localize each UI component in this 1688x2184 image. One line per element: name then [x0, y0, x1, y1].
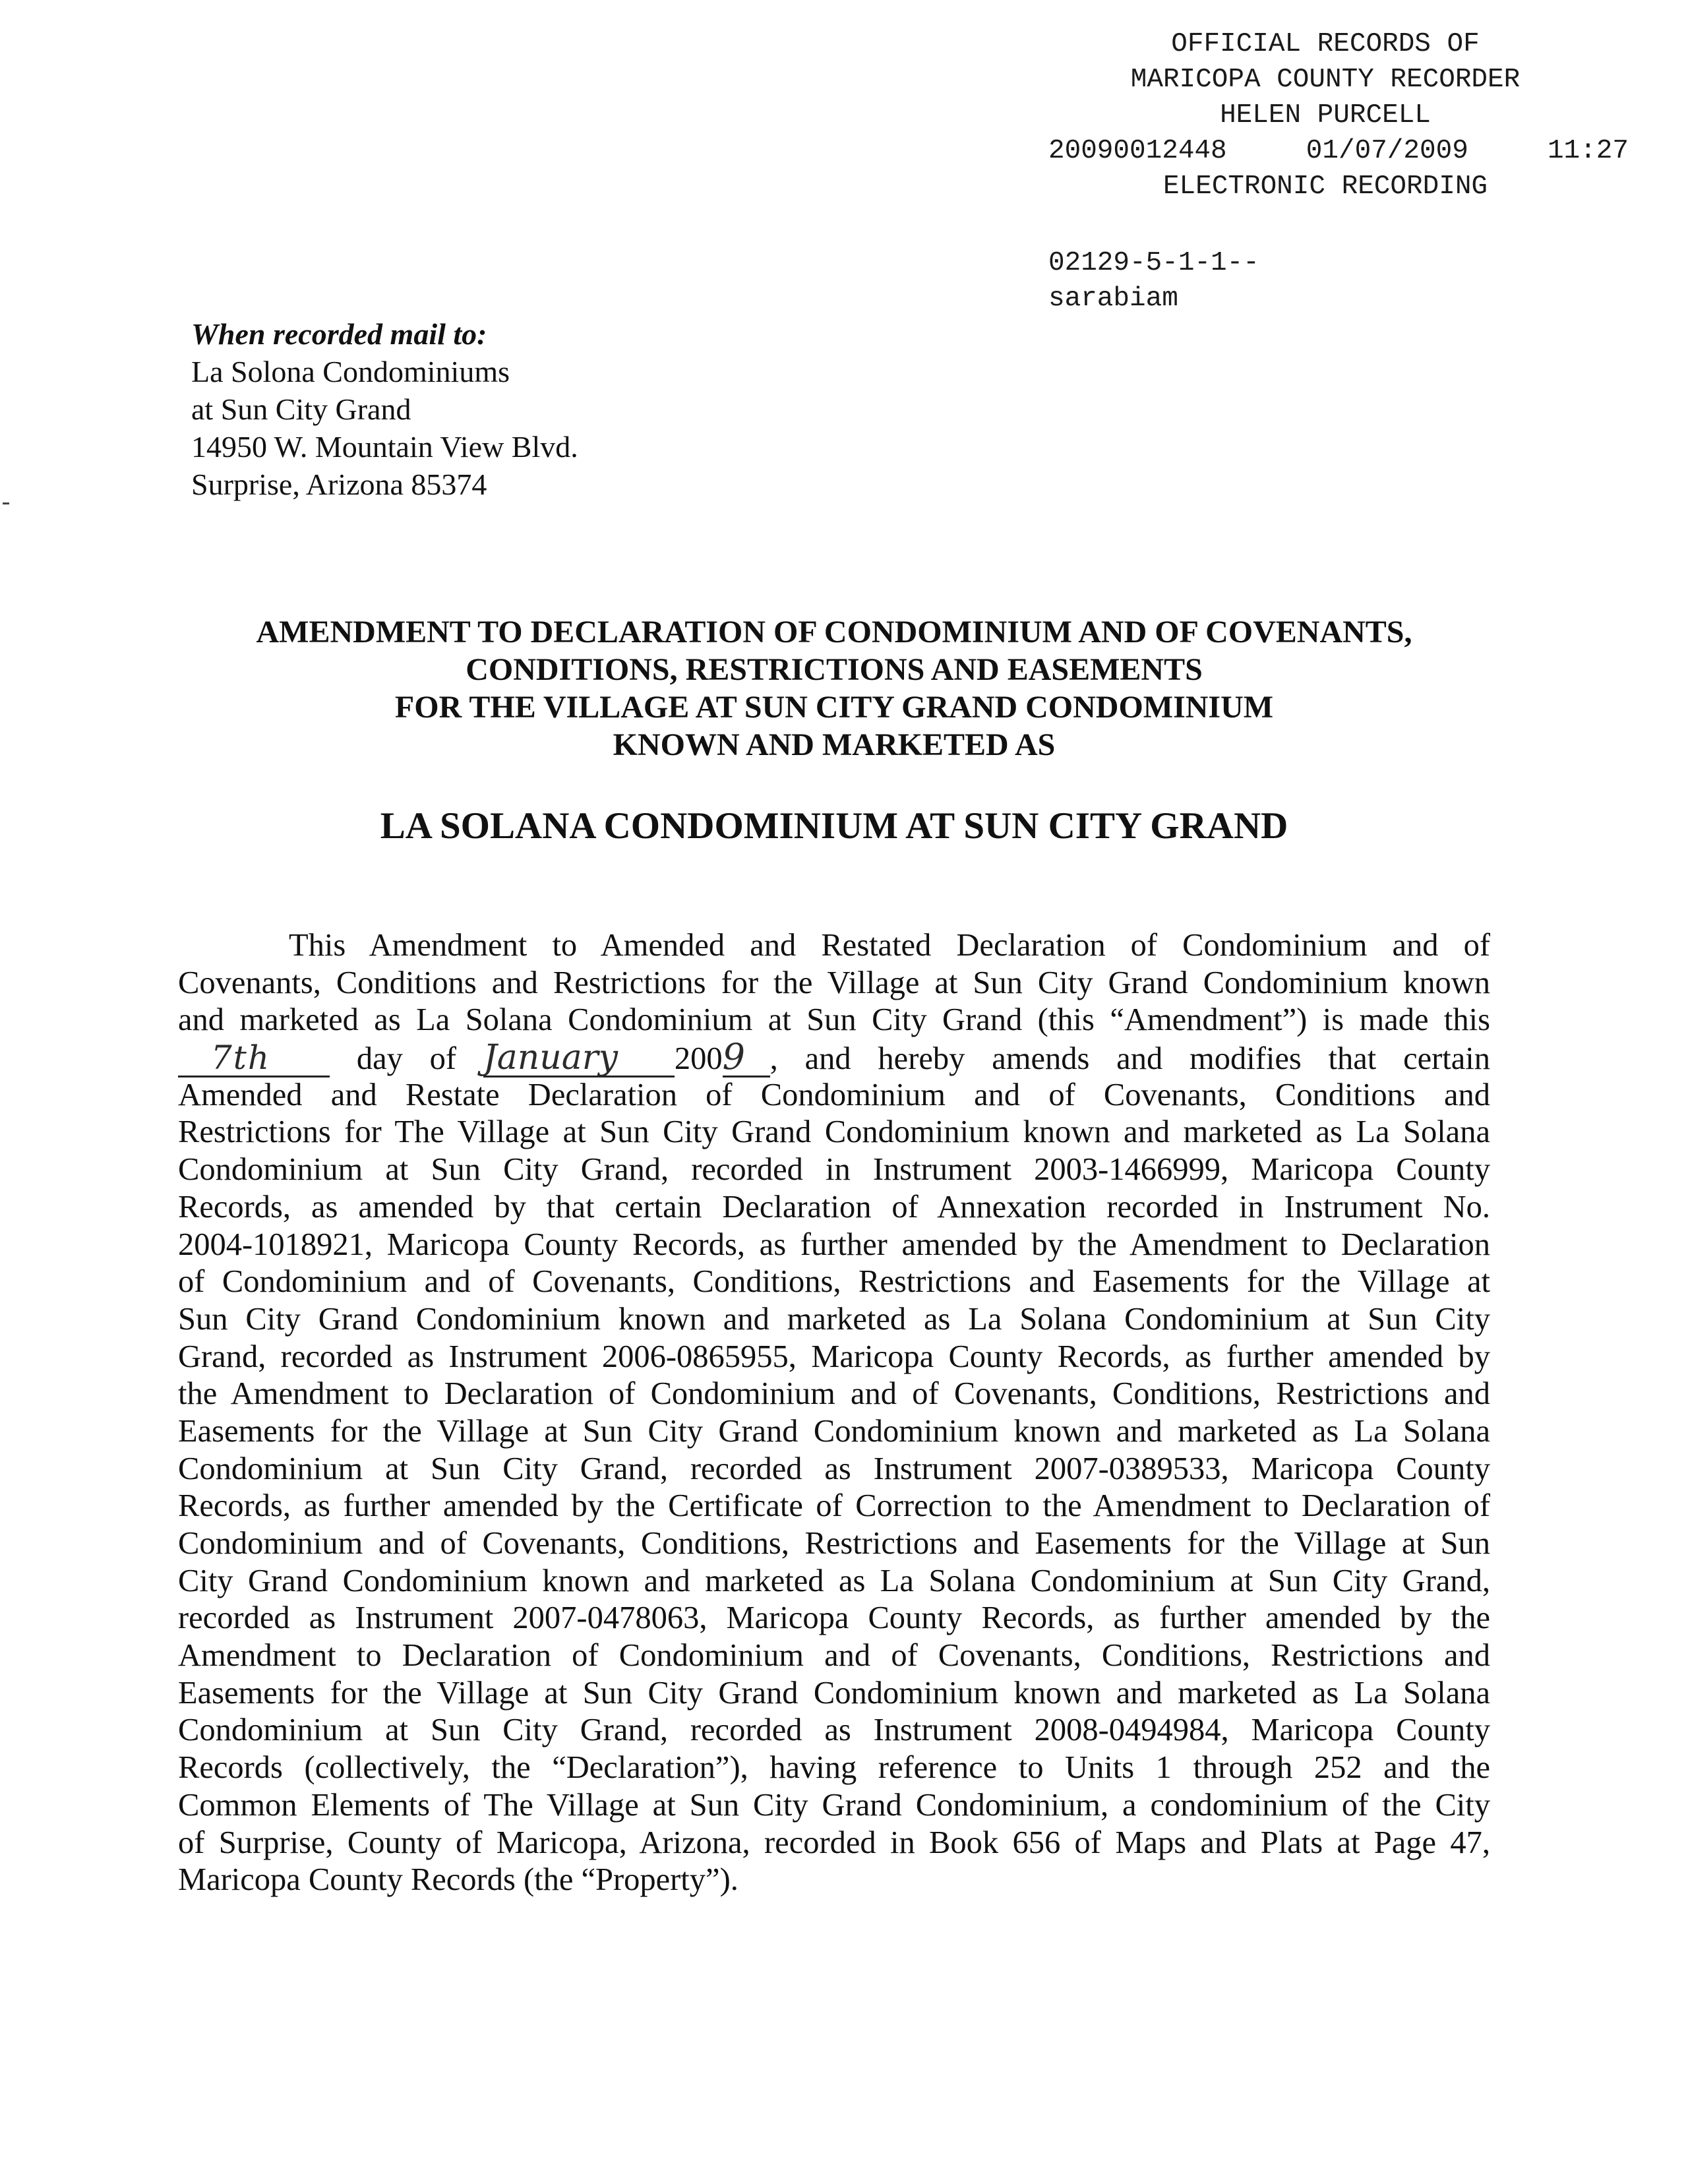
date-line [178, 1036, 1491, 1078]
body-line: Condominium at Sun City Grand, recorded as Instrument 2008-0494984, Maricopa County [178, 1713, 1490, 1748]
body-line: Maricopa County Records (the “Property”). [178, 1862, 738, 1898]
date-line-rest: , and hereby amends and modifies that certain [769, 1041, 1491, 1077]
body-line: Condominium at Sun City Grand, recorded in Instrument 2003-1466999, Maricopa County [178, 1152, 1490, 1188]
record-code: 02129-5-1-1-- [1048, 248, 1259, 278]
body-line: Records, as further amended by the Certificate of Correction to the Amendment to Declaration of [178, 1488, 1490, 1524]
body-line: recorded as Instrument 2007-0478063, Maricopa County Records, as further amended by the [178, 1600, 1490, 1636]
body-line: City Grand Condominium known and marketed as La Solana Condominium at Sun City Grand, [178, 1563, 1490, 1598]
day-of-label: day of [356, 1041, 457, 1077]
title-line-4: KNOWN AND MARKETED AS [613, 727, 1056, 762]
body-line: Grand, recorded as Instrument 2006-0865955, Maricopa County Records, as further amended by [178, 1339, 1490, 1374]
body-line: Amendment to Declaration of Condominium and of Covenants, Conditions, Restrictions and [178, 1638, 1490, 1674]
handwritten-month: January [483, 1038, 618, 1078]
body-line: Common Elements of The Village at Sun City Grand Condominium, a condominium of the City [178, 1787, 1490, 1823]
day-blank [178, 1041, 330, 1077]
body-line: Sun City Grand Condominium known and marketed as La Solana Condominium at Sun City [178, 1301, 1490, 1337]
body-line: Condominium and of Covenants, Conditions, Restrictions and Easements for the Village at Sun [178, 1526, 1490, 1561]
mail-to-block [191, 315, 785, 503]
record-code-block [1048, 245, 1444, 317]
year-prefix: 200 [674, 1041, 723, 1077]
body-line: Condominium at Sun City Grand, recorded as Instrument 2007-0389533, Maricopa County [178, 1451, 1490, 1486]
body-line: Records, as amended by that certain Declaration of Annexation recorded in Instrument No. [178, 1189, 1490, 1225]
year-blank [722, 1036, 770, 1078]
body-line: 2004-1018921, Maricopa County Records, as further amended by the Amendment to Declaration [178, 1227, 1490, 1262]
body-line: of Condominium and of Covenants, Conditions, Restrictions and Easements for the Village at [178, 1264, 1490, 1300]
body-line: the Amendment to Declaration of Condominium and of Covenants, Conditions, Restrictions and [178, 1376, 1490, 1412]
body-line: and marketed as La Solana Condominium at Sun City Grand (this “Amendment”) is made this [178, 1002, 1490, 1038]
recorder-name: HELEN PURCELL [1220, 100, 1431, 131]
body-line: Easements for the Village at Sun City Grand Condominium known and marketed as La Solana [178, 1675, 1490, 1711]
mail-to-line-4: Surprise, Arizona 85374 [191, 468, 487, 501]
recorder-stamp [1029, 26, 1629, 204]
document-title [171, 613, 1497, 764]
instrument-number: 20090012448 [1048, 136, 1227, 166]
recording-date: 01/07/2009 [1306, 136, 1468, 166]
handwritten-day: 7th [211, 1039, 271, 1077]
document-subtitle: LA SOLANA CONDOMINIUM AT SUN CITY GRAND [380, 805, 1288, 847]
body-line: of Surprise, County of Maricopa, Arizona, recorded in Book 656 of Maps and Plats at Page 47, [178, 1825, 1490, 1860]
title-line-1: AMENDMENT TO DECLARATION OF CONDOMINIUM AND OF COVENANTS, [256, 615, 1412, 650]
recorder-line-1: OFFICIAL RECORDS OF [1171, 29, 1480, 59]
handwritten-year-digit: 9 [722, 1036, 746, 1078]
recording-time: 11:27 [1547, 136, 1629, 166]
mail-to-line-1: La Solona Condominiums [191, 355, 510, 388]
body-line: Covenants, Conditions and Restrictions for the Village at Sun City Grand Condominium known [178, 965, 1490, 1000]
recorder-line-2: MARICOPA COUNTY RECORDER [1130, 65, 1521, 95]
margin-mark [3, 502, 9, 504]
body-line: Records (collectively, the “Declaration”), having reference to Units 1 through 252 and the [178, 1750, 1490, 1786]
mail-to-line-2: at Sun City Grand [191, 392, 411, 426]
recording-info-line [1048, 133, 1629, 169]
body-line: Restrictions for The Village at Sun City Grand Condominium known and marketed as La Solana [178, 1114, 1490, 1150]
body-line: Easements for the Village at Sun City Grand Condominium known and marketed as La Solana [178, 1413, 1490, 1449]
title-line-2: CONDITIONS, RESTRICTIONS AND EASEMENTS [466, 652, 1203, 687]
body-paragraph [178, 927, 1490, 1899]
recording-type: ELECTRONIC RECORDING [1162, 171, 1488, 202]
body-line: This Amendment to Amended and Restated Declaration of Condominium and of [289, 928, 1490, 963]
month-blank [483, 1038, 675, 1078]
title-line-3: FOR THE VILLAGE AT SUN CITY GRAND CONDOMINIUM [394, 690, 1274, 725]
body-line: Amended and Restate Declaration of Condominium and of Covenants, Conditions and [178, 1077, 1490, 1112]
mail-to-line-3: 14950 W. Mountain View Blvd. [191, 430, 578, 464]
record-user: sarabiam [1048, 284, 1178, 314]
mail-to-label: When recorded mail to: [191, 317, 487, 351]
